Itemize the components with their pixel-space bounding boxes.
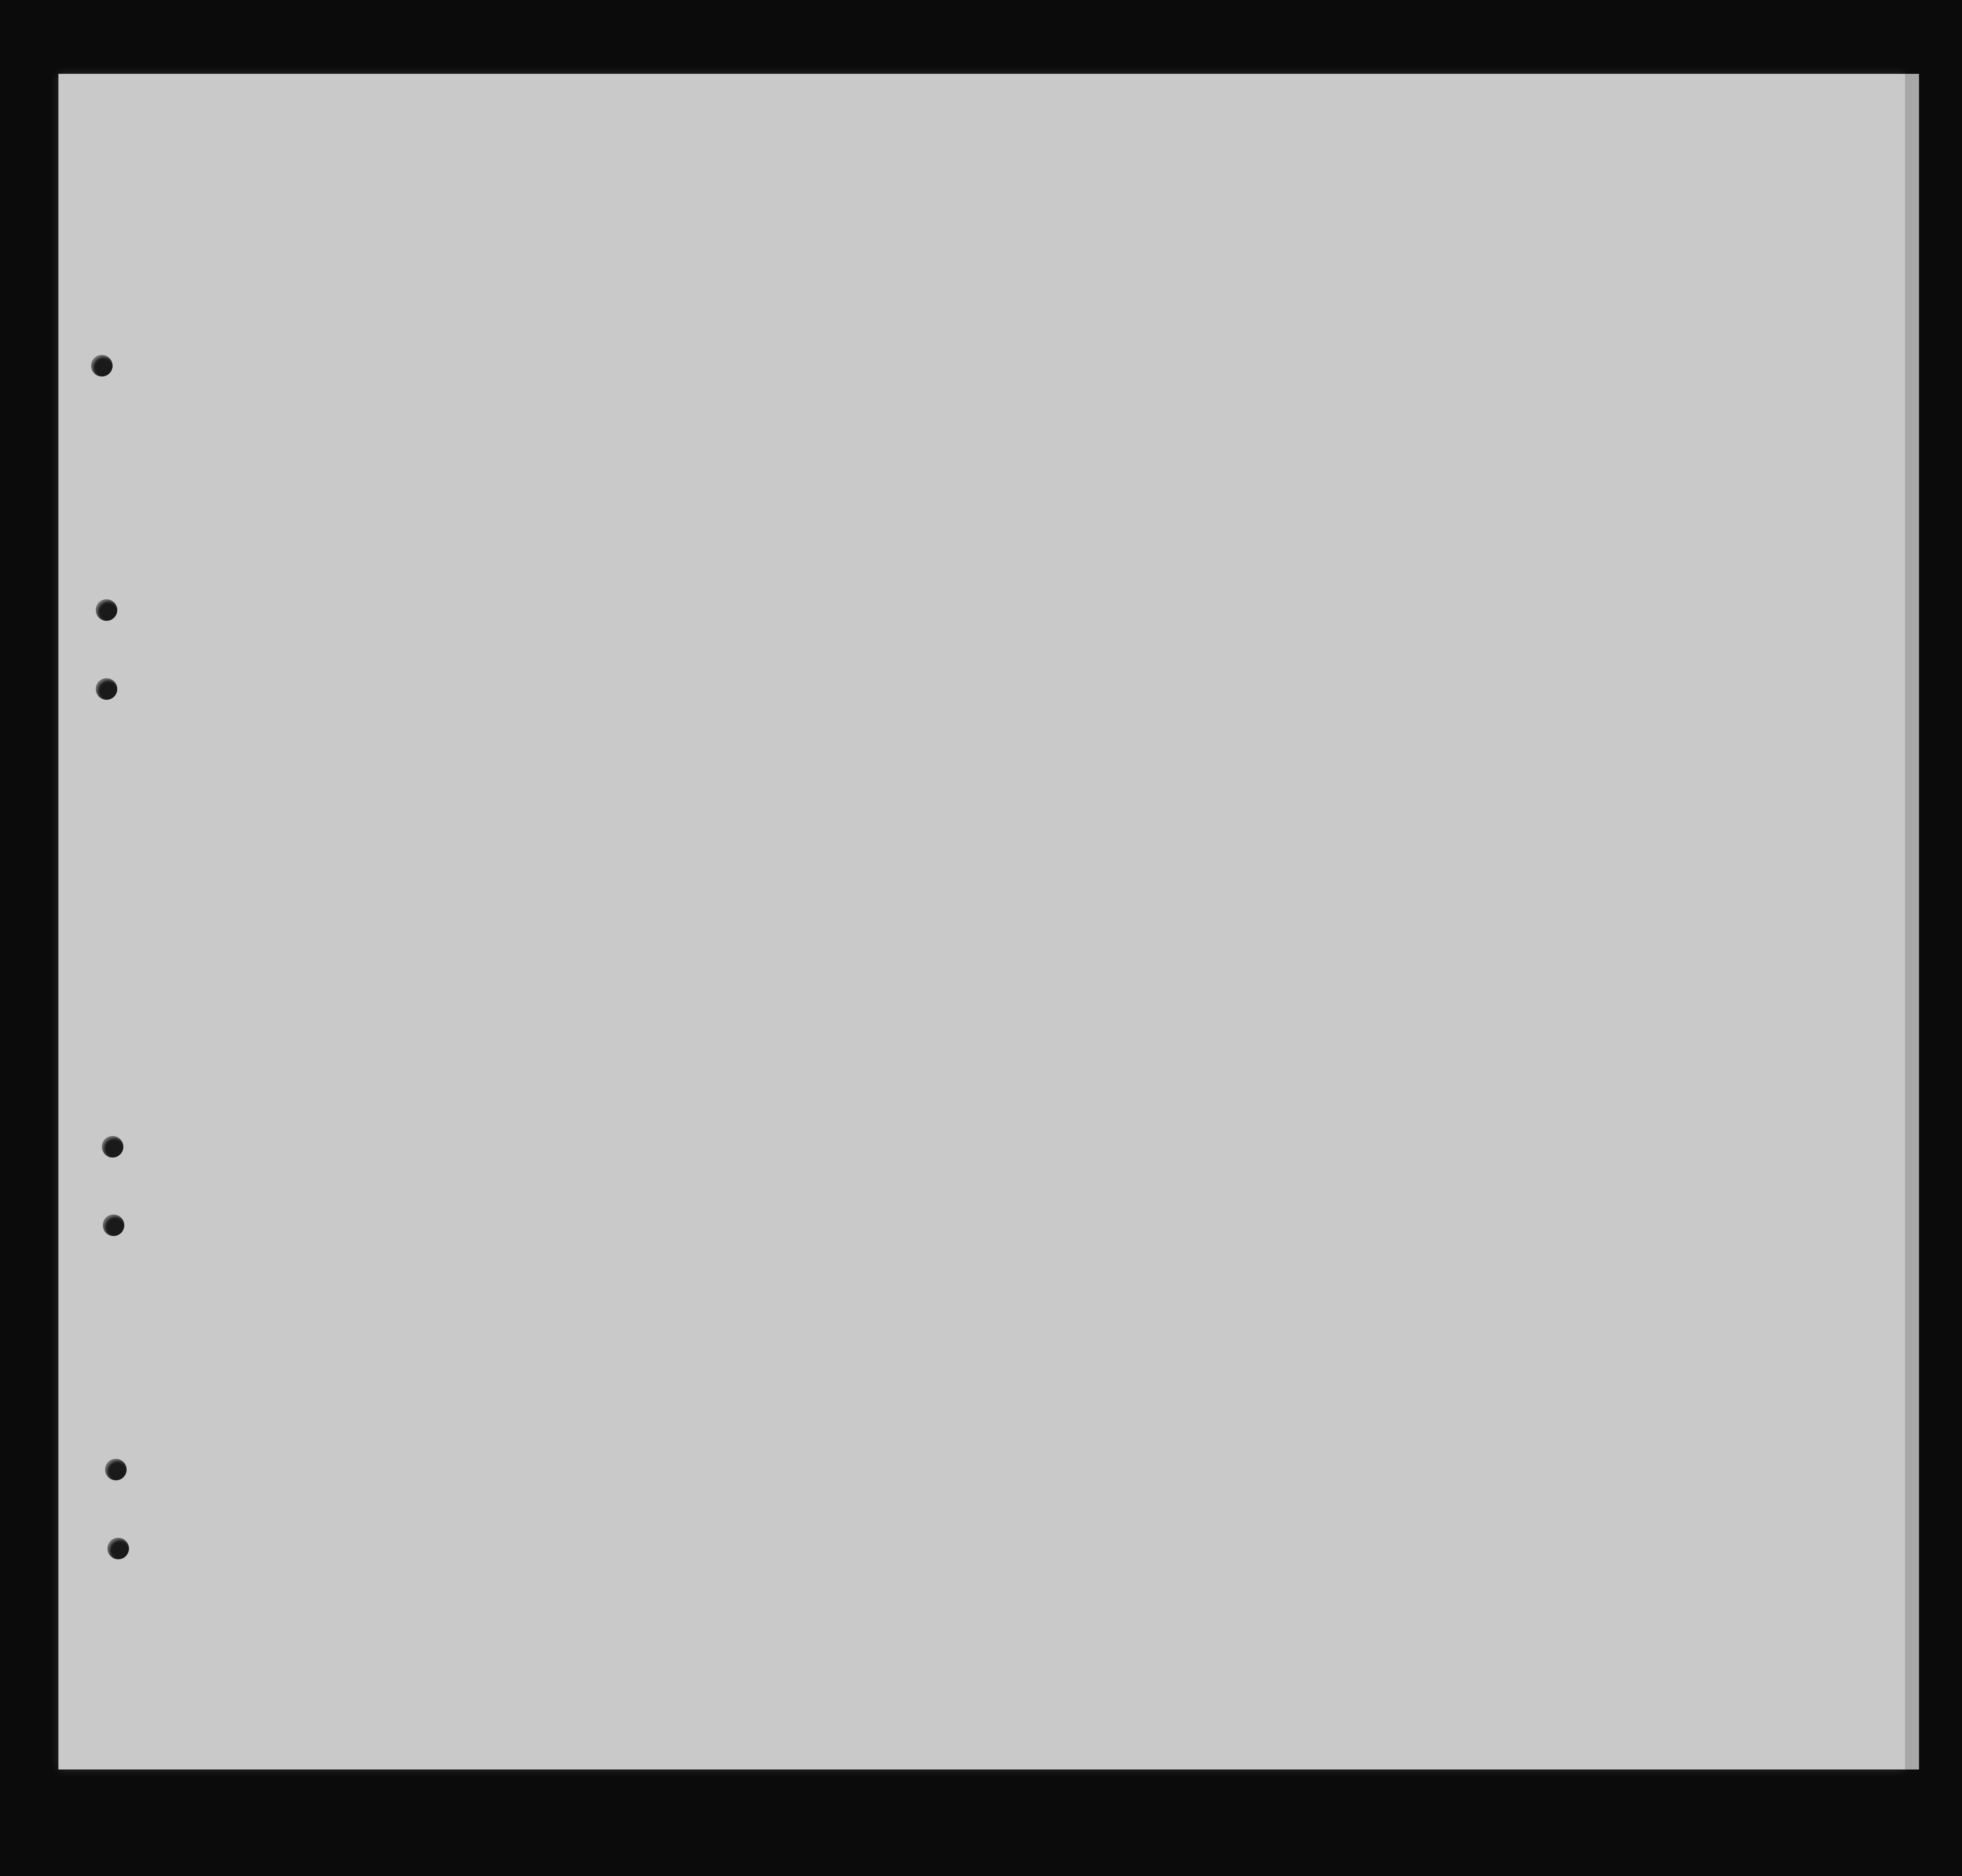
sheet-edge: [1905, 74, 1919, 1769]
punch-hole: [105, 1459, 127, 1480]
manifest-sheet: [58, 74, 1905, 1769]
punch-hole: [102, 1136, 123, 1158]
punch-hole: [107, 1538, 129, 1559]
punch-hole: [96, 678, 117, 700]
punch-hole: [103, 1215, 124, 1236]
punch-hole: [96, 599, 117, 621]
manifest-grid: [58, 74, 1905, 1769]
punch-hole: [91, 355, 113, 377]
